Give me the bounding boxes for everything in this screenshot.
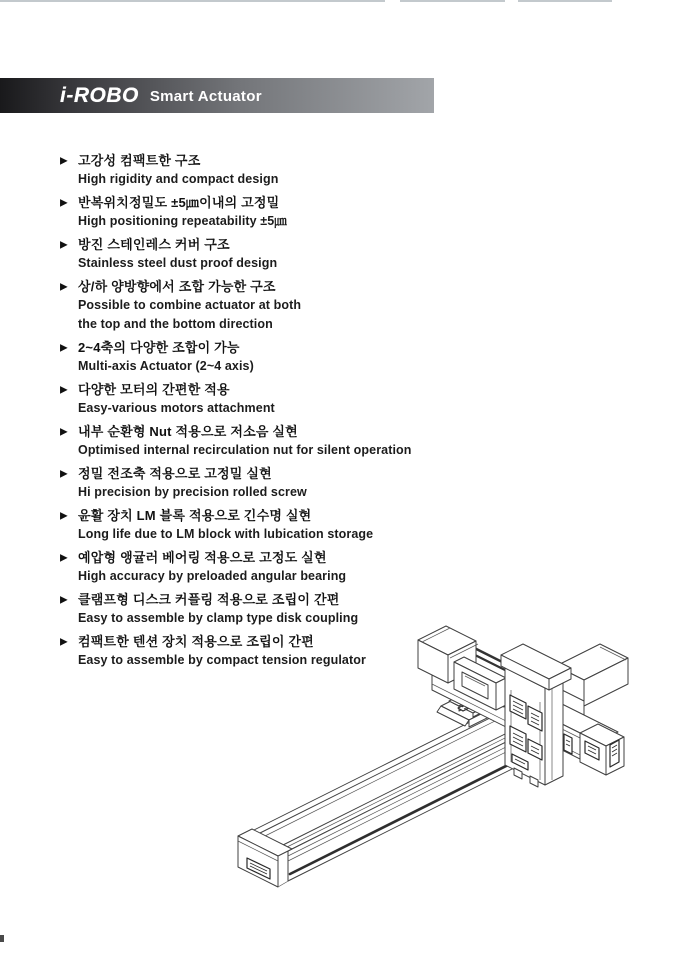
bullet-triangle-icon: ▶ — [60, 155, 68, 167]
feature-english-line: Optimised internal recirculation nut for silent operation — [78, 443, 412, 457]
feature-korean-label: 다양한 모터의 간편한 적용 — [78, 382, 230, 397]
feature-korean-label: 내부 순환형 Nut 적용으로 저소음 실현 — [78, 424, 298, 439]
bullet-triangle-icon: ▶ — [60, 594, 68, 606]
feature-korean-label: 반복위치정밀도 ±5㎛이내의 고정밀 — [78, 195, 280, 210]
feature-korean-label: 상/하 양방향에서 조합 가능한 구조 — [78, 279, 276, 294]
feature-english-line: Easy to assemble by compact tension regulator — [78, 653, 366, 667]
feature-korean-label: 2~4축의 다양한 조합이 가능 — [78, 340, 240, 355]
feature-english-line: High positioning repeatability ±5㎛ — [78, 214, 287, 228]
feature-korean-label: 고강성 컴팩트한 구조 — [78, 153, 201, 168]
bullet-triangle-icon: ▶ — [60, 342, 68, 354]
feature-korean-label: 예압형 앵귤러 베어링 적용으로 고정도 실현 — [78, 550, 327, 565]
bullet-triangle-icon: ▶ — [60, 426, 68, 438]
bullet-triangle-icon: ▶ — [60, 468, 68, 480]
feature-korean-label: 윤활 장치 LM 블록 적용으로 긴수명 실현 — [78, 508, 312, 523]
bullet-triangle-icon: ▶ — [60, 510, 68, 522]
bullet-triangle-icon: ▶ — [60, 239, 68, 251]
feature-korean-label: 방진 스테인레스 커버 구조 — [78, 237, 230, 252]
feature-english-line: Easy to assemble by clamp type disk coupling — [78, 611, 359, 625]
feature-english-line: Easy-various motors attachment — [78, 401, 275, 415]
bullet-triangle-icon: ▶ — [60, 197, 68, 209]
print-mark — [0, 935, 4, 942]
feature-english-line: High accuracy by preloaded angular bearing — [78, 569, 347, 583]
brand-logo: i-ROBO — [60, 83, 139, 107]
bullet-triangle-icon: ▶ — [60, 552, 68, 564]
bullet-triangle-icon: ▶ — [60, 281, 68, 293]
feature-english-line: Hi precision by precision rolled screw — [78, 485, 307, 499]
feature-english-line: the top and the bottom direction — [78, 317, 273, 331]
z-axis-tower — [501, 644, 571, 787]
feature-korean-label: 정밀 전조축 적용으로 고정밀 실현 — [78, 466, 272, 481]
feature-english-line: Stainless steel dust proof design — [78, 256, 278, 270]
feature-english-line: Possible to combine actuator at both — [78, 298, 302, 312]
bullet-triangle-icon: ▶ — [60, 636, 68, 648]
bullet-triangle-icon: ▶ — [60, 384, 68, 396]
feature-korean-label: 컴팩트한 텐션 장치 적용으로 조립이 간편 — [78, 634, 314, 649]
feature-english-line: Long life due to LM block with lubication storage — [78, 527, 374, 541]
brand-subtitle: Smart Actuator — [149, 88, 262, 105]
feature-english-line: Multi-axis Actuator (2~4 axis) — [78, 359, 254, 373]
feature-english-line: High rigidity and compact design — [78, 172, 279, 186]
feature-korean-label: 클램프형 디스크 커플링 적용으로 조립이 간편 — [78, 592, 340, 607]
